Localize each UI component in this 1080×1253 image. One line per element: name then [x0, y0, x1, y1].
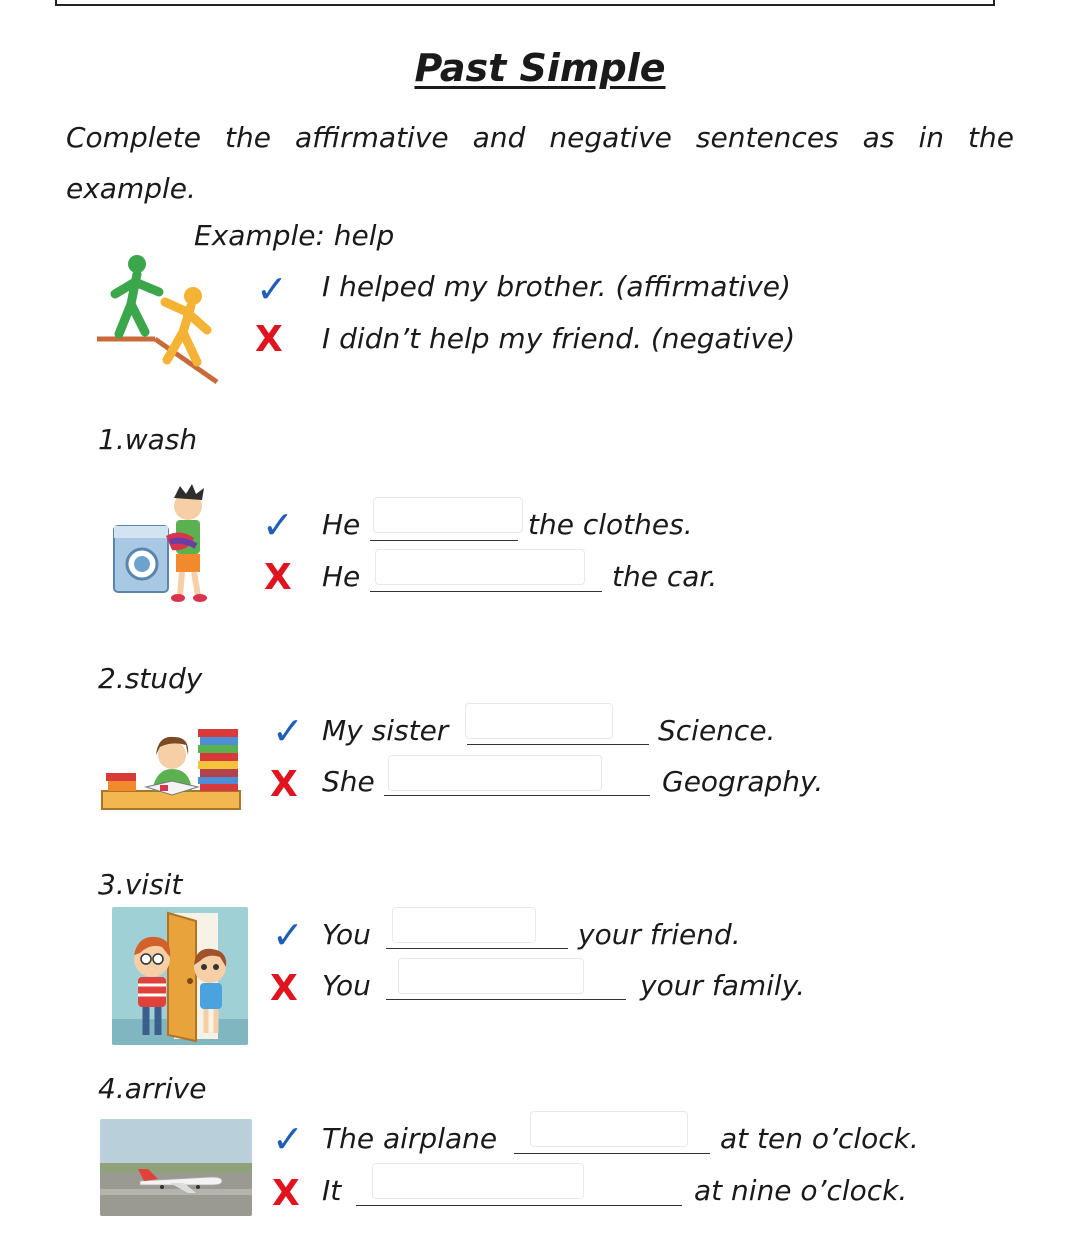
answer-line: [370, 540, 518, 541]
example-label: Example: help: [194, 219, 395, 252]
exercise-4-affirmative-answer[interactable]: [530, 1111, 688, 1147]
check-icon: ✓: [272, 913, 304, 957]
exercise-3-negative-subject: You: [322, 969, 371, 1002]
exercise-4-negative-answer[interactable]: [372, 1163, 584, 1199]
check-icon: ✓: [256, 267, 288, 311]
exercise-1-negative-answer[interactable]: [375, 549, 585, 585]
check-icon: ✓: [262, 503, 294, 547]
exercise-1-negative-subject: He: [322, 560, 361, 593]
exercise-3-affirmative-rest: your friend.: [578, 918, 741, 951]
check-icon: ✓: [272, 709, 304, 753]
helping-people-illustration: [95, 252, 223, 387]
exercise-1-negative-rest: the car.: [612, 560, 718, 593]
exercise-1-affirmative-subject: He: [322, 508, 361, 541]
answer-line: [386, 999, 626, 1000]
washing-clothes-illustration: [110, 480, 216, 605]
cross-icon: X: [255, 319, 283, 360]
exercise-4-affirmative-subject: The airplane: [322, 1122, 498, 1155]
exercise-2-label: 2.study: [98, 662, 203, 695]
exercise-2-negative-rest: Geography.: [662, 765, 824, 798]
exercise-3-affirmative-answer[interactable]: [392, 907, 536, 943]
airplane-photo: [100, 1119, 252, 1216]
cross-icon: X: [270, 764, 298, 805]
exercise-2-negative-subject: She: [322, 765, 375, 798]
exercise-3-negative-rest: your family.: [640, 969, 806, 1002]
exercise-2-affirmative-rest: Science.: [658, 714, 776, 747]
exercise-4-affirmative-rest: at ten o’clock.: [720, 1122, 919, 1155]
instructions: Complete the affirmative and negative sentences as in the example.: [66, 121, 1014, 205]
answer-line: [467, 744, 649, 745]
exercise-2-affirmative-answer[interactable]: [465, 703, 613, 739]
answer-line: [386, 948, 568, 949]
exercise-1-label: 1.wash: [98, 423, 198, 456]
answer-line: [356, 1205, 682, 1206]
answer-line: [384, 795, 650, 796]
exercise-3-affirmative-subject: You: [322, 918, 371, 951]
cross-icon: X: [272, 1173, 300, 1214]
exercise-2-affirmative-subject: My sister: [322, 714, 449, 747]
cross-icon: X: [264, 557, 292, 598]
exercise-1-affirmative-rest: the clothes.: [528, 508, 693, 541]
exercise-4-label: 4.arrive: [98, 1072, 207, 1105]
check-icon: ✓: [272, 1117, 304, 1161]
answer-line: [370, 591, 602, 592]
exercise-1-affirmative-answer[interactable]: [373, 497, 523, 533]
visiting-friend-illustration: [112, 907, 248, 1045]
exercise-4-negative-subject: It: [322, 1174, 342, 1207]
studying-illustration: [100, 725, 242, 815]
answer-line: [514, 1153, 710, 1154]
example-affirmative: I helped my brother. (affirmative): [322, 270, 791, 303]
exercise-3-label: 3.visit: [98, 868, 183, 901]
exercise-4-negative-rest: at nine o’clock.: [694, 1174, 908, 1207]
cross-icon: X: [270, 968, 298, 1009]
exercise-3-negative-answer[interactable]: [398, 958, 584, 994]
page-title: Past Simple: [414, 46, 666, 90]
page-top-border: [55, 0, 995, 6]
exercise-2-negative-answer[interactable]: [388, 755, 602, 791]
example-negative: I didn’t help my friend. (negative): [322, 322, 796, 355]
